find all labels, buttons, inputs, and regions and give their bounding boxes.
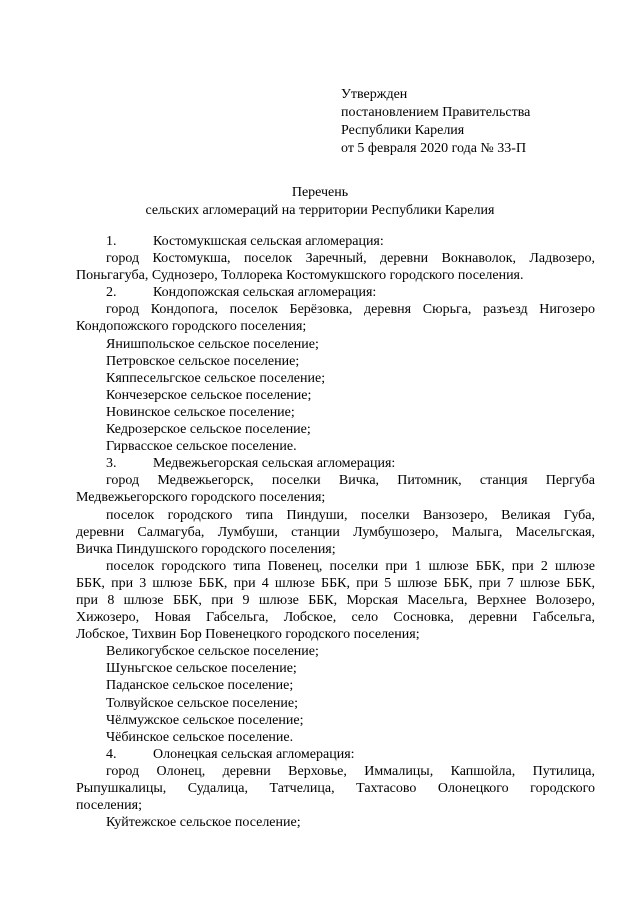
settlement-line: Великогубское сельское поселение; [106,644,319,660]
settlement-line: Новинское сельское поселение; [106,404,295,420]
item-name: Кондопожская сельская агломерация: [153,285,377,301]
settlement-line: Янишпольское сельское поселение; [106,336,319,352]
settlement-line: Чёлмужское сельское поселение; [106,712,304,728]
text-line: Медвежьегорского городского поселения; [76,490,326,506]
item-name: Медвежьегорская сельская агломерация: [153,456,396,472]
text-line: город Костомукша, поселок Заречный, деревни Вокнаволок, Ладвозеро, [106,251,595,267]
text-line: город Олонец, деревни Верховье, Иммалицы, Капшойла, Путилица, [106,763,595,779]
text-line: Поньгагуба, Суднозеро, Толлорека Костомукшского городского поселения. [76,268,524,284]
approval-line: постановлением Правительства [341,105,531,120]
list-item [76,233,595,250]
settlement-line: Куйтежское сельское поселение; [106,815,301,831]
item-number: 4. [106,746,117,762]
item-name: Костомукшская сельская агломерация: [153,234,384,249]
approval-line: Республики Карелия [341,123,465,138]
item-number: 3. [106,456,117,472]
settlement-line: Толвуйское сельское поселение; [106,695,299,711]
text-line: ББК, при 3 шлюзе ББК, при 4 шлюзе ББК, при 5 шлюзе ББК, при 7 шлюзе ББК, [76,575,595,591]
text-line: поселок городского типа Повенец, поселки при 1 шлюзе ББК, при 2 шлюзе [106,558,595,574]
settlement-line: Петровское сельское поселение; [106,353,300,369]
text-line: город Кондопога, поселок Берёзовка, деревня Сюрьга, разъезд Нигозеро [106,302,595,318]
text-line: Кондопожского городского поселения; [76,319,307,335]
subtitle-line: сельских агломераций на территории Республики Карелия [145,203,495,218]
approval-stamp [341,86,530,158]
text-line: деревни Салмагуба, Лумбуши, станции Лумбушозеро, Малыга, Масельгская, [76,524,595,540]
list-item [76,746,595,763]
settlement-line: Кончезерское сельское поселение; [106,387,312,403]
settlement-line: Кедрозерское сельское поселение; [106,422,311,438]
settlement-line: Кяппесельгское сельское поселение; [106,370,326,386]
item-number: 1. [106,234,117,249]
text-line: поселок городского типа Пиндуши, поселки Ванзозеро, Великая Губа, [106,507,595,523]
list-item [76,455,595,472]
settlement-line: Паданское сельское поселение; [106,678,294,694]
item-name: Олонецкая сельская агломерация: [153,746,355,762]
settlement-line: Чёбинское сельское поселение. [106,729,294,745]
text-line: поселения; [76,798,142,814]
settlement-line: Гирвасское сельское поселение. [106,439,297,455]
settlement-line: Шуньгское сельское поселение; [106,661,297,677]
text-line: город Медвежьегорск, поселки Вичка, Питомник, станция Пергуба [106,473,595,489]
text-line: Лобское, Тихвин Бор Повенецкого городского поселения; [76,627,420,643]
text-line: при 8 шлюзе ББК, при 9 шлюзе ББК, Морская Масельга, Верхнее Волозеро, [76,592,595,608]
document-title [0,184,640,220]
item-number: 2. [106,285,117,301]
list-item [76,284,595,301]
title-line: Перечень [291,185,349,200]
approval-line: Утвержден [341,87,408,102]
approval-line: от 5 февраля 2020 года № 33-П [341,141,527,156]
text-line: Хижозеро, Новая Габсельга, Лобское, село Сосновка, деревни Габсельга, [76,610,595,626]
document-body [76,233,595,831]
text-line: Вичка Пиндушского городского поселения; [76,541,336,557]
text-line: Рыпушкалицы, Судалица, Татчелица, Тахтасово Олонецкого городского [76,781,595,796]
